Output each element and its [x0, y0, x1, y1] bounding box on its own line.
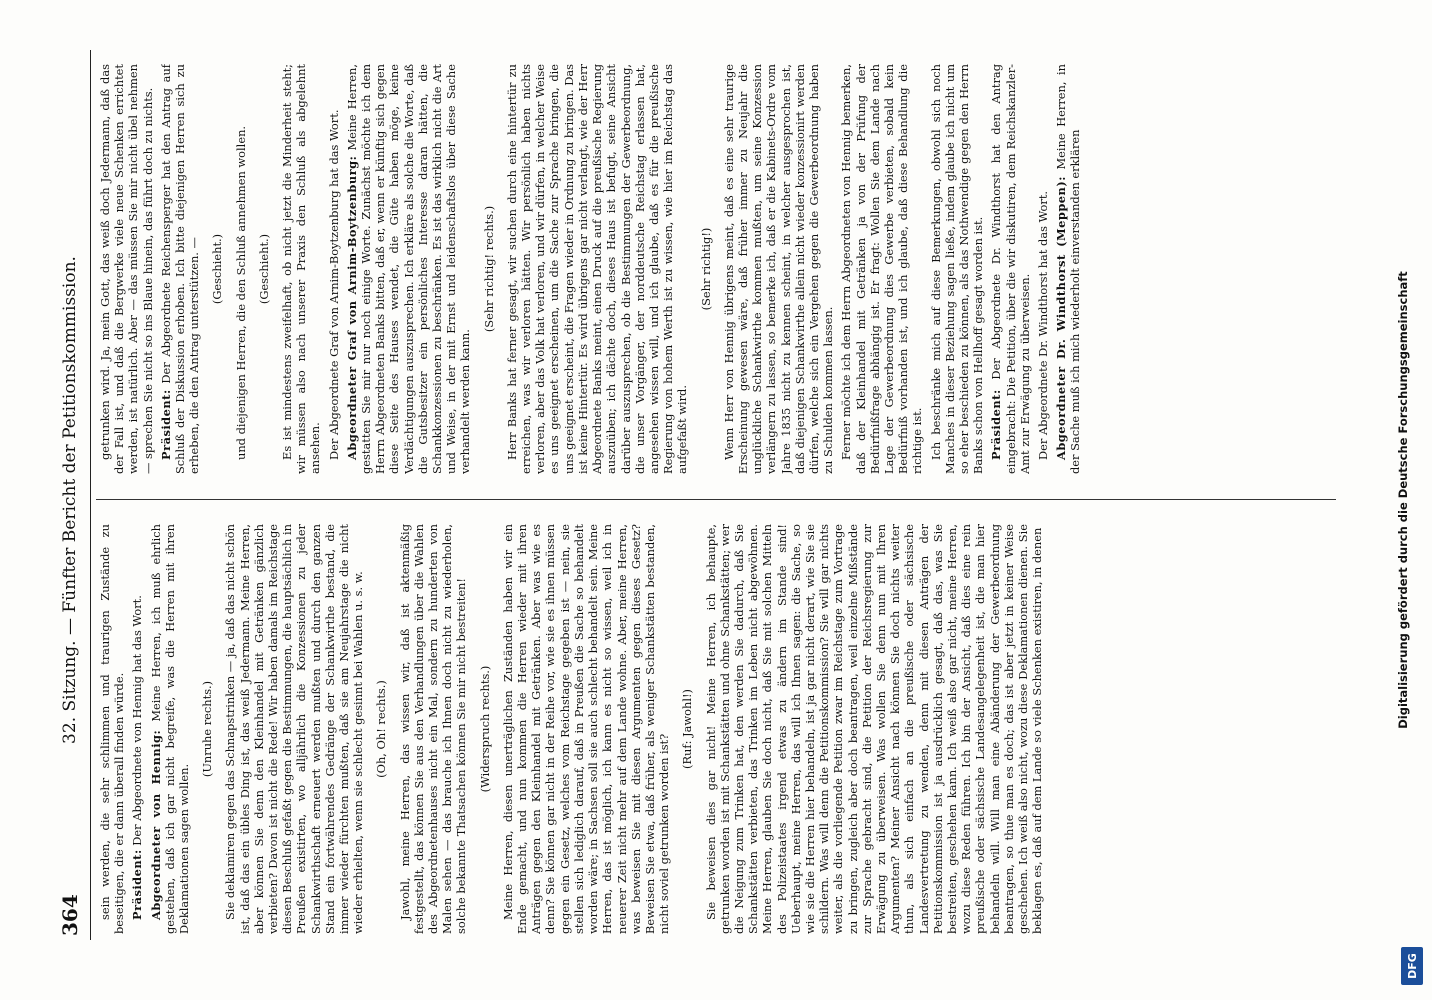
speech-text: Der Abgeordnete Reichensperger hat den Antrag auf Schluß der Diskussion erhoben. Ich bitte diejenigen Herren sich zu erheben, die den Antrag unterstützen. —: [158, 64, 202, 474]
speech-paragraph: [345, 64, 473, 474]
text-paragraph: und diejenigen Herren, die den Schluß annehmen wollen.: [233, 125, 248, 460]
stage-direction: (Ruf: Jawohl!): [680, 689, 695, 769]
stage-direction: (Unruhe rechts.): [200, 680, 215, 778]
text-paragraph: getrunken wird. Ja, mein Gott, das weiß doch Jedermann, daß das der Fall ist, und daß die Bergwerke viele neue Schenken errichtet werden, ist natürlich. Aber — das müssen Sie mir nicht übel nehmen — sprechen Sie nicht so ins Blaue hinein, das führt doch zu nichts.: [98, 64, 155, 474]
dfg-logo: DFG: [1401, 947, 1423, 985]
text-paragraph: Herr Banks hat ferner gesagt, wir suchen durch eine hintertür zu erreichen, was wir verloren hätten. Wir persönlich haben nichts verloren, aber das Volk hat verloren, und wir dürfen, in welcher Weise es uns geeignet erscheinen, um die Sache zur Sprache bringen, die uns geeignet erscheint, die Fragen wieder in Ordnung zu bringen. Das ist keine Hintertür. Es wird übrigens gar nicht verlangt, wie der Herr Abgeordnete Banks meint, einen Druck auf die preußische Regierung auszuüben; ich dächte doch, dieses Haus ist befugt, seine Ansicht darüber auszusprechen, ob die Bestimmungen der Gewerbeordnung, die unser Vorgänger, der norddeutsche Reichstag erlassen hat, angesehen wissen will, und ich glaube, daß es für die preußische Regierung von hohem Werth ist zu wissen, wie hier im Reichstag das aufgefaßt wird.: [504, 64, 690, 474]
stage-direction: (Sehr richtig! rechts.): [481, 205, 496, 333]
text-paragraph: Sie deklamiren gegen das Schnapstrinken — ja, daß das nicht schön ist, daß das ein übles Ding ist, das weiß Jedermann. Meine Herren, aber können Sie denn den Kleinhandel mit Getränken gänzlich verbieten? Davon ist nicht die Rede! Wir haben damals im Reichstage diesen Beschluß gefaßt gegen die Bestimmungen, die hauptsächlich in Preußen existirten, wo alljährlich die Konzessionen zu jeder Schankwirthschaft erneuert werden mußten und durch den ganzen Stand ein fortwährendes Gedränge der Schankwirthe bestand, die immer wieder fürchten mußten, daß sie am Neujahrstage die nicht wieder erhielten, wenn sie schlecht gesinnt bei Wahlen u. s. w.: [223, 524, 366, 934]
header-rule: [90, 50, 91, 940]
speaker-name: Abgeordneter von Hennig:: [148, 729, 163, 920]
speaker-name: Präsident:: [130, 849, 145, 920]
stage-direction: (Geschieht.): [256, 233, 271, 305]
text-paragraph: Sie beweisen dies gar nicht! Meine Herren, ich behaupte, getrunken worden ist mit Schankstätten und ohne Schankstätten; wer die Neigung zum Trinken hat, den werden Sie dadurch, daß Sie Schankstätten verbieten, das Trinken im Leben nicht abgewöhnen. Meine Herren, glauben Sie doch nicht, daß Sie mit solchen Mitteln des Polizeistaates irgend etwas zu ändern im Stande sind! Ueberhaupt, meine Herren, das will ich Ihnen sagen: die Sache, so wie sie die Herren hier behandeln, ist ja gar nicht derart, wie Sie sie schildern. Was will denn die Petitionskommission? Sie will gar nichts weiter, als die vorliegende Petition zwar im Reichstage zum Vortrage zu bringen, zugleich aber doch beantragen, weil einzelne Mißstände zur Sprache gebracht sind, die Petition der Reichsregierung zur Erwägung zu überweisen. Was wollen Sie denn nun mit Ihren Argumenten? Meiner Ansicht nach können Sie doch nichts weiter thun, als sich einfach an die preußische oder sächsische Landesvertretung zu wenden, denn mit diesen Anträgen der Petitionskommission ist ja ausdrücklich gesagt, daß das, was Sie bestreiten, geschehen kann. Ich weiß also gar nicht, meine Herren, wozu diese Reden führen. Ich bin der Ansicht, daß dies eine rein preußische oder sächsische Landesangelegenheit ist, die man hier behandeln will. Will man eine Abänderung der Gewerbeordnung beantragen, so thue man es doch; das ist aber jetzt in keiner Weise geschehen. Ich weiß also nicht, wozu diese Deklamationen dienen. Sie beklagen es, daß auf dem Lande so viele Schenken existiren, in denen: [703, 524, 1045, 934]
speaker-name: Abgeordneter Graf von Arnim-Boytzenburg:: [344, 155, 359, 460]
speech-text: Der Abgeordnete Dr. Windthorst hat den Antrag eingebracht: Die Petition, über die wir diskutiren, dem Reichskanzler-Amt zur Erwägung zu überweisen.: [989, 64, 1032, 474]
speech-paragraph: [1054, 64, 1082, 474]
page-number: 364: [58, 894, 82, 936]
text-paragraph: Ferner möchte ich dem Herrn Abgeordneten von Hennig bemerken, daß der Kleinhandel mit Getränken ja von der Prüfung der Bedürfnißfrage abhängig ist. Er fragt: Wollen Sie dem Lande nach Lage der Gewerbeordnung dies Gewerbe verbieten, sobald kein Bedürfniß vorhanden ist, und ich glaube, daß diese Behandlung die richtige ist.: [839, 64, 925, 474]
text-paragraph: Es ist mindestens zweifelhaft, ob nicht jetzt die Minderheit steht; wir müssen also nach unserer Praxis den Schluß als abgelehnt ansehen.: [280, 64, 323, 474]
speech-text: Meine Herren, in der Sache muß ich mich wiederholt einverstanden erklären: [1054, 64, 1083, 474]
page-header: [52, 0, 92, 1000]
speaker-name: Präsident:: [989, 389, 1004, 460]
stage-direction: (Sehr richtig!): [698, 227, 713, 311]
speaker-name: Präsident:: [158, 389, 173, 460]
stage-direction: (Geschieht.): [210, 233, 225, 305]
text-column-right: [98, 64, 1338, 474]
text-paragraph: Der Abgeordnete Dr. Windthorst hat das Wort.: [1035, 190, 1050, 460]
speech-text: Meine Herren, gestatten Sie mir nur noch einige Worte. Zunächst möchte ich dem Herrn Abgeordneten Banks bitten, daß er, wenn er künftig sich gegen diese Seite des Hauses wendet, die Güte haben möge, keine Verdächtigungen auszusprechen. Ich erkläre als solche die Worte, daß die Gutsbesitzer ein persönliches Interesse daran hätten, die Schankkonzessionen zu beschränken. Es ist das wirklich nicht die Art und Weise, in der mit Ernst und leidenschaftslos über diese Sache verhandelt werden kann.: [344, 64, 473, 474]
digitization-credit: Digitalisierung gefördert durch die Deutsche Forschungsgemeinschaft: [1396, 271, 1410, 729]
text-paragraph: Meine Herren, diesen unerträglichen Zuständen haben wir ein Ende gemacht, und nun kommen die Herren wieder mit ihren Anträgen gegen den Kleinhandel mit Getränken. Aber was wie es denn? Sie können gar nicht in der Reihe vor, wie sie es ihnen müssen gegen ein Gesetz, welches vom Reichstage gegeben ist — nein, sie stellen sich lediglich darauf, daß in Preußen die Sache so behandelt worden wäre; in Sachsen soll sie auch schlecht behandelt sein. Meine Herren, das ist möglich, ich kann es nicht so wissen, weil ich in neuerer Zeit nicht mehr auf dem Lande wohne. Aber, meine Herren, was beweisen Sie mit diesen Argumenten gegen dieses Gesetz? Beweisen Sie etwa, daß früher, als weniger Schankstätten bestanden, nicht soviel getrunken worden ist?: [500, 524, 672, 934]
stage-direction: (Widerspruch rechts.): [477, 665, 492, 793]
speaker-name: Abgeordneter Dr. Windthorst (Meppen):: [1054, 176, 1069, 460]
stage-direction: (Oh, Oh! rechts.): [374, 680, 389, 778]
text-paragraph: Ich beschränke mich auf diese Bemerkungen, obwohl sich noch Manches in dieser Beziehung sagen ließe, indem glaube ich nicht um so eher beschieden zu können, als das Nothwendige gegen den Herrn Banks schon von Hellhoff gesagt worden ist.: [928, 64, 986, 474]
column-divider: [96, 499, 1336, 500]
page-title: 32. Sitzung. — Fünfter Bericht der Petitionskommission.: [60, 256, 80, 744]
speech-text: Meine Herren, ich muß ehrlich gestehen, daß ich gar nicht begreife, was die Herren mit ihren Deklamationen sagen wollen.: [148, 524, 192, 934]
text-column-left: [98, 524, 1338, 934]
text-paragraph: sein werden, die sehr schlimmen und traurigen Zustände zu beseitigen, die er dann überall finden würde.: [98, 524, 127, 934]
text-paragraph: Jawohl, meine Herren, das wissen wir, daß ist aktenmäßig festgestellt, das können Sie aus den Verhandlungen über die Wahlen des Abgeordnetenhauses nicht ein Mal, sondern zu hunderten von Malen sehen — das brauche ich Ihnen doch nicht zu wiederholen, solche bekannte Thatsachen können Sie mir nicht bestreiten!: [397, 524, 469, 934]
speech-text: Der Abgeordnete von Hennig hat das Wort.: [130, 595, 145, 846]
text-paragraph: Wenn Herr von Hennig übrigens meint, daß es eine sehr traurige Erscheinung gewesen wäre, daß früher immer zu Neujahr die unglückliche Schankwirthe kommen mußten, um seine Konzession verlängern zu lassen, so bemerke ich, daß er die Kabinets-Ordre vom Jahre 1835 nicht zu kennen scheint, in welcher ausgesprochen ist, daß diejenigen Schankwirthe allein nicht wieder konzessionirt werden dürfen, welche sich ein Vergehen gegen die Gewerbeordnung haben zu Schulden kommen lassen.: [721, 64, 836, 474]
speech-paragraph: [159, 64, 202, 474]
text-paragraph: Der Abgeordnete Graf von Arnim-Boytzenburg hat das Wort.: [326, 109, 341, 460]
speech-paragraph: [130, 524, 144, 934]
speech-paragraph: [149, 524, 192, 934]
speech-paragraph: [989, 64, 1032, 474]
